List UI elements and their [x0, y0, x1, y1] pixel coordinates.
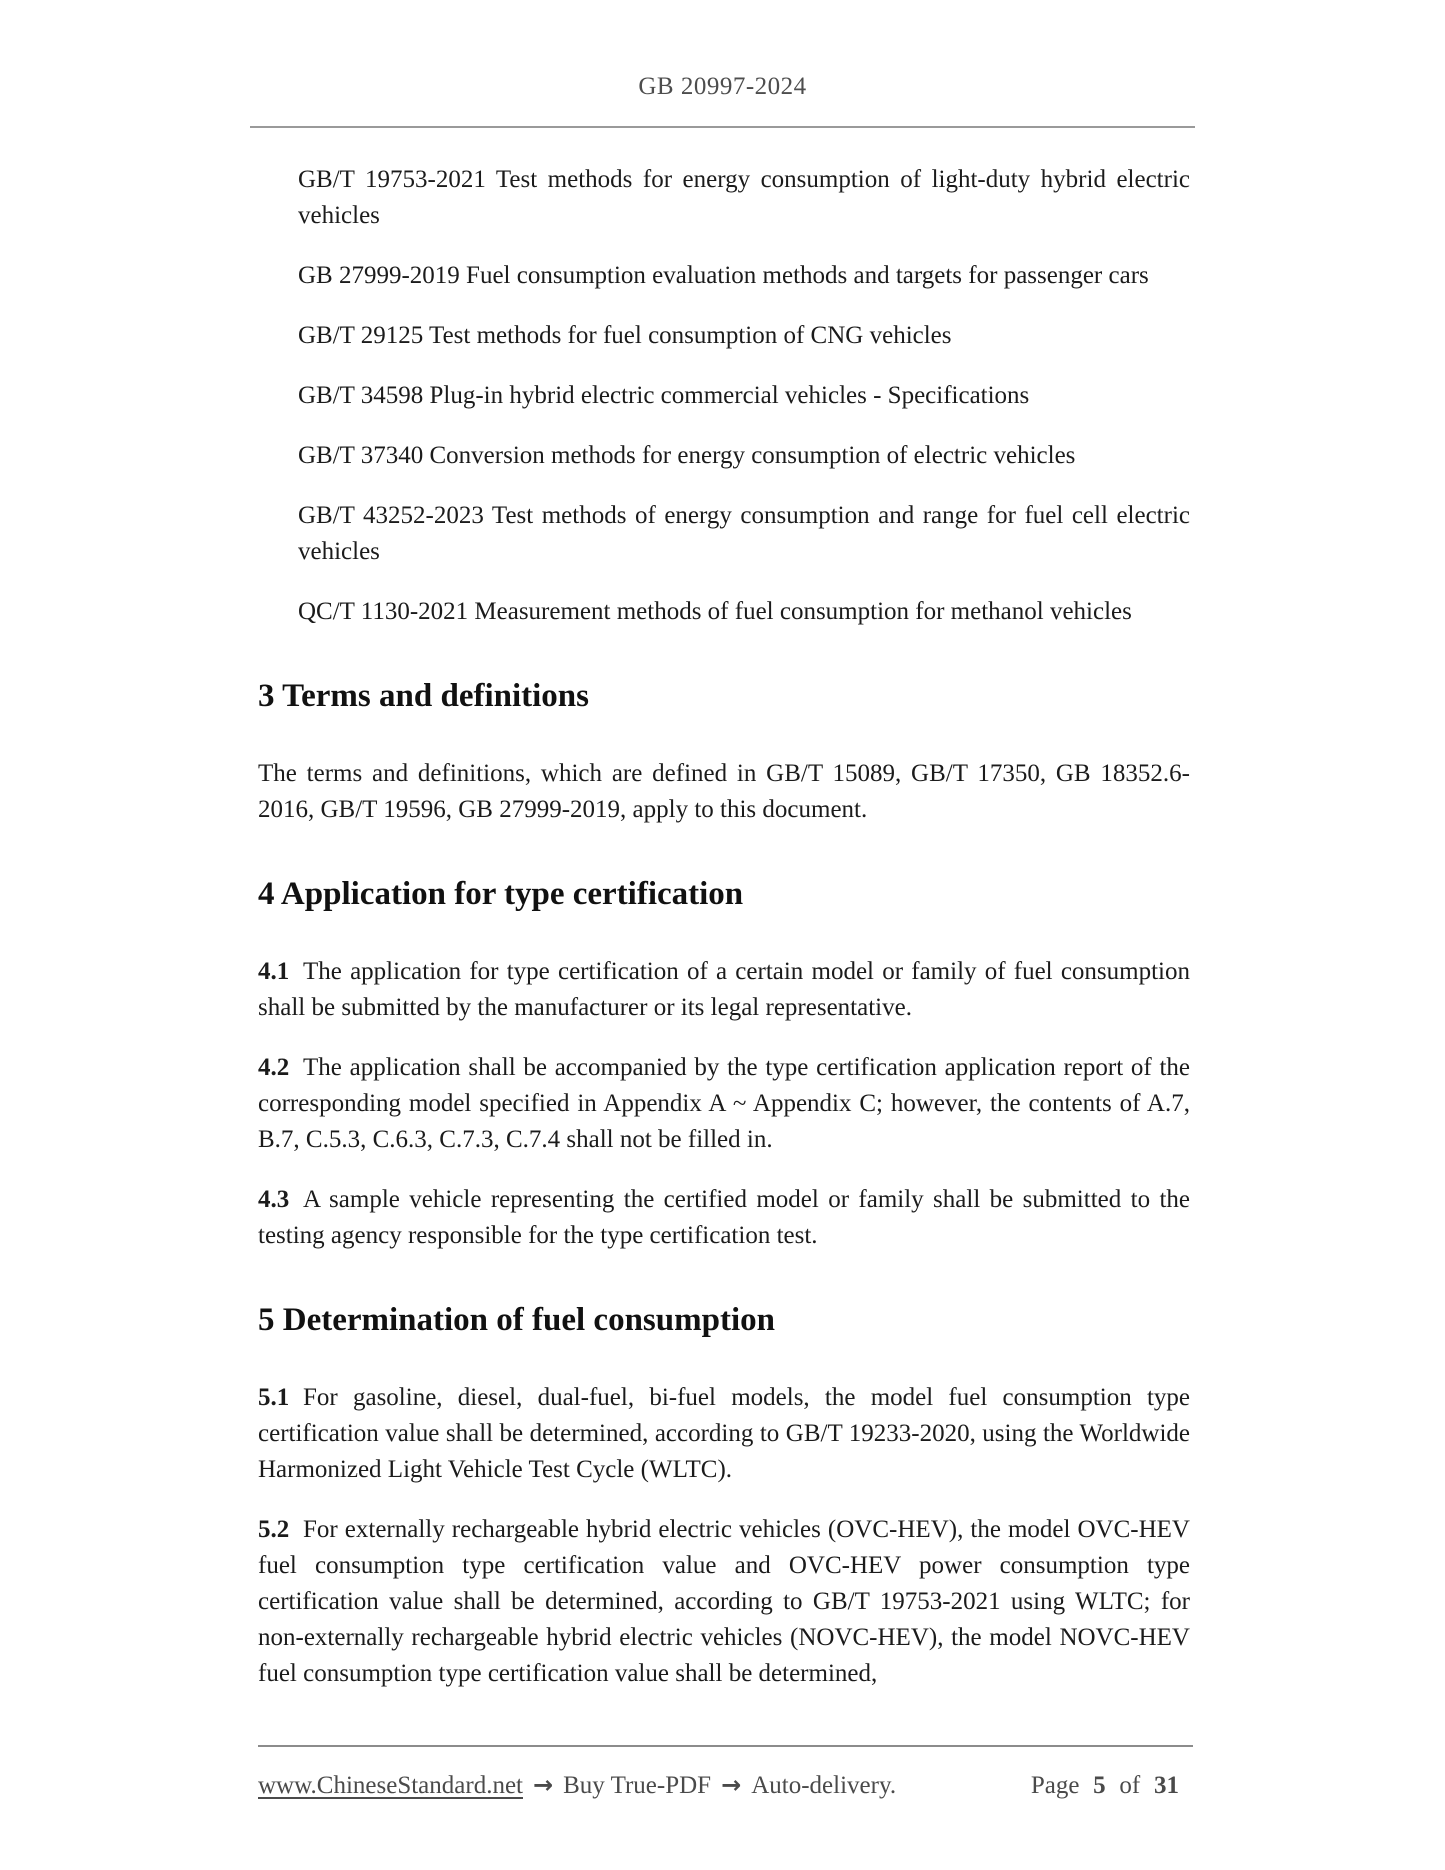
- paragraph-label: 5.2: [258, 1516, 290, 1543]
- paragraph-text: The application shall be accompanied by the type certification application report of the corresponding model specified in Appendix A ~ Appendix C; however, the contents of A.7, B.7, C.5.3, C.6.3, C.7.3, C.7.4 shall not be filled in.: [258, 1054, 1190, 1153]
- paragraph-label: 4.1: [258, 958, 290, 985]
- reference-item: GB/T 29125 Test methods for fuel consumption of CNG vehicles: [298, 322, 952, 349]
- reference-item: QC/T 1130-2021 Measurement methods of fuel consumption for methanol vehicles: [298, 598, 1132, 625]
- standard-number-title: GB 20997-2024: [638, 73, 807, 100]
- footer-row: [258, 1770, 1193, 1801]
- section-heading-determination: 5 Determination of fuel consumption: [258, 1302, 775, 1338]
- header-rule: [250, 126, 1195, 128]
- reference-item: GB/T 43252-2023 Test methods of energy consumption and range for fuel cell electric vehicles: [298, 502, 1190, 565]
- paragraph: [258, 1512, 1190, 1692]
- paragraph: [258, 1380, 1190, 1488]
- footer-delivery-label: Auto-delivery.: [751, 1772, 897, 1799]
- page-word: Page: [1030, 1772, 1080, 1799]
- footer-rule: [258, 1745, 1193, 1747]
- paragraph-text: A sample vehicle representing the certified model or family shall be submitted to the testing agency responsible for the type certification test.: [258, 1186, 1190, 1249]
- section-heading-application: 4 Application for type certification: [258, 876, 744, 912]
- paragraph: [258, 1050, 1190, 1158]
- of-word: of: [1119, 1772, 1141, 1799]
- reference-item: GB/T 34598 Plug-in hybrid electric commercial vehicles - Specifications: [298, 382, 1030, 409]
- section-heading-terms: 3 Terms and definitions: [258, 678, 589, 714]
- paragraph-text: The application for type certification of a certain model or family of fuel consumption shall be submitted by the manufacturer or its legal representative.: [258, 958, 1190, 1021]
- page-header: [250, 0, 1195, 128]
- reference-item: GB 27999-2019 Fuel consumption evaluation methods and targets for passenger cars: [298, 262, 1149, 289]
- footer-promo-line: [258, 1770, 896, 1801]
- paragraph-text: For gasoline, diesel, dual-fuel, bi-fuel models, the model fuel consumption type certification value shall be determined, according to GB/T 19233-2020, using the Worldwide Harmonized Light Vehicle Test Cycle (WLTC).: [258, 1384, 1190, 1483]
- document-body: [258, 162, 1190, 1716]
- paragraph-label: 4.2: [258, 1054, 290, 1081]
- paragraph: [258, 1182, 1190, 1254]
- arrow-right-icon: →: [533, 1771, 554, 1799]
- current-page-number: 5: [1093, 1772, 1106, 1799]
- paragraph-text: For externally rechargeable hybrid electric vehicles (OVC-HEV), the model OVC-HEV fuel consumption type certification value and OVC-HEV power consumption type certification value shall be determined, according to GB/T 19753-2021 using WLTC; for non-externally rechargeable hybrid electric vehicles (NOVC-HEV), the model NOVC-HEV fuel consumption type certification value shall be determined,: [258, 1516, 1190, 1687]
- paragraph-label: 4.3: [258, 1186, 290, 1213]
- paragraph-label: 5.1: [258, 1384, 290, 1411]
- footer-website-link[interactable]: www.ChineseStandard.net: [258, 1772, 523, 1799]
- reference-item: GB/T 37340 Conversion methods for energy consumption of electric vehicles: [298, 442, 1076, 469]
- page-indicator: [1031, 1771, 1193, 1801]
- arrow-right-icon: →: [721, 1771, 742, 1799]
- reference-item: GB/T 19753-2021 Test methods for energy consumption of light-duty hybrid electric vehicles: [298, 166, 1190, 229]
- paragraph-text: The terms and definitions, which are defined in GB/T 15089, GB/T 17350, GB 18352.6-2016, GB/T 19596, GB 27999-2019, apply to this document.: [258, 760, 1190, 823]
- footer-buy-label: Buy True-PDF: [563, 1772, 712, 1799]
- page-footer: [258, 1745, 1193, 1801]
- paragraph: [258, 954, 1190, 1026]
- total-page-number: 31: [1154, 1772, 1179, 1799]
- paragraph: [258, 756, 1190, 828]
